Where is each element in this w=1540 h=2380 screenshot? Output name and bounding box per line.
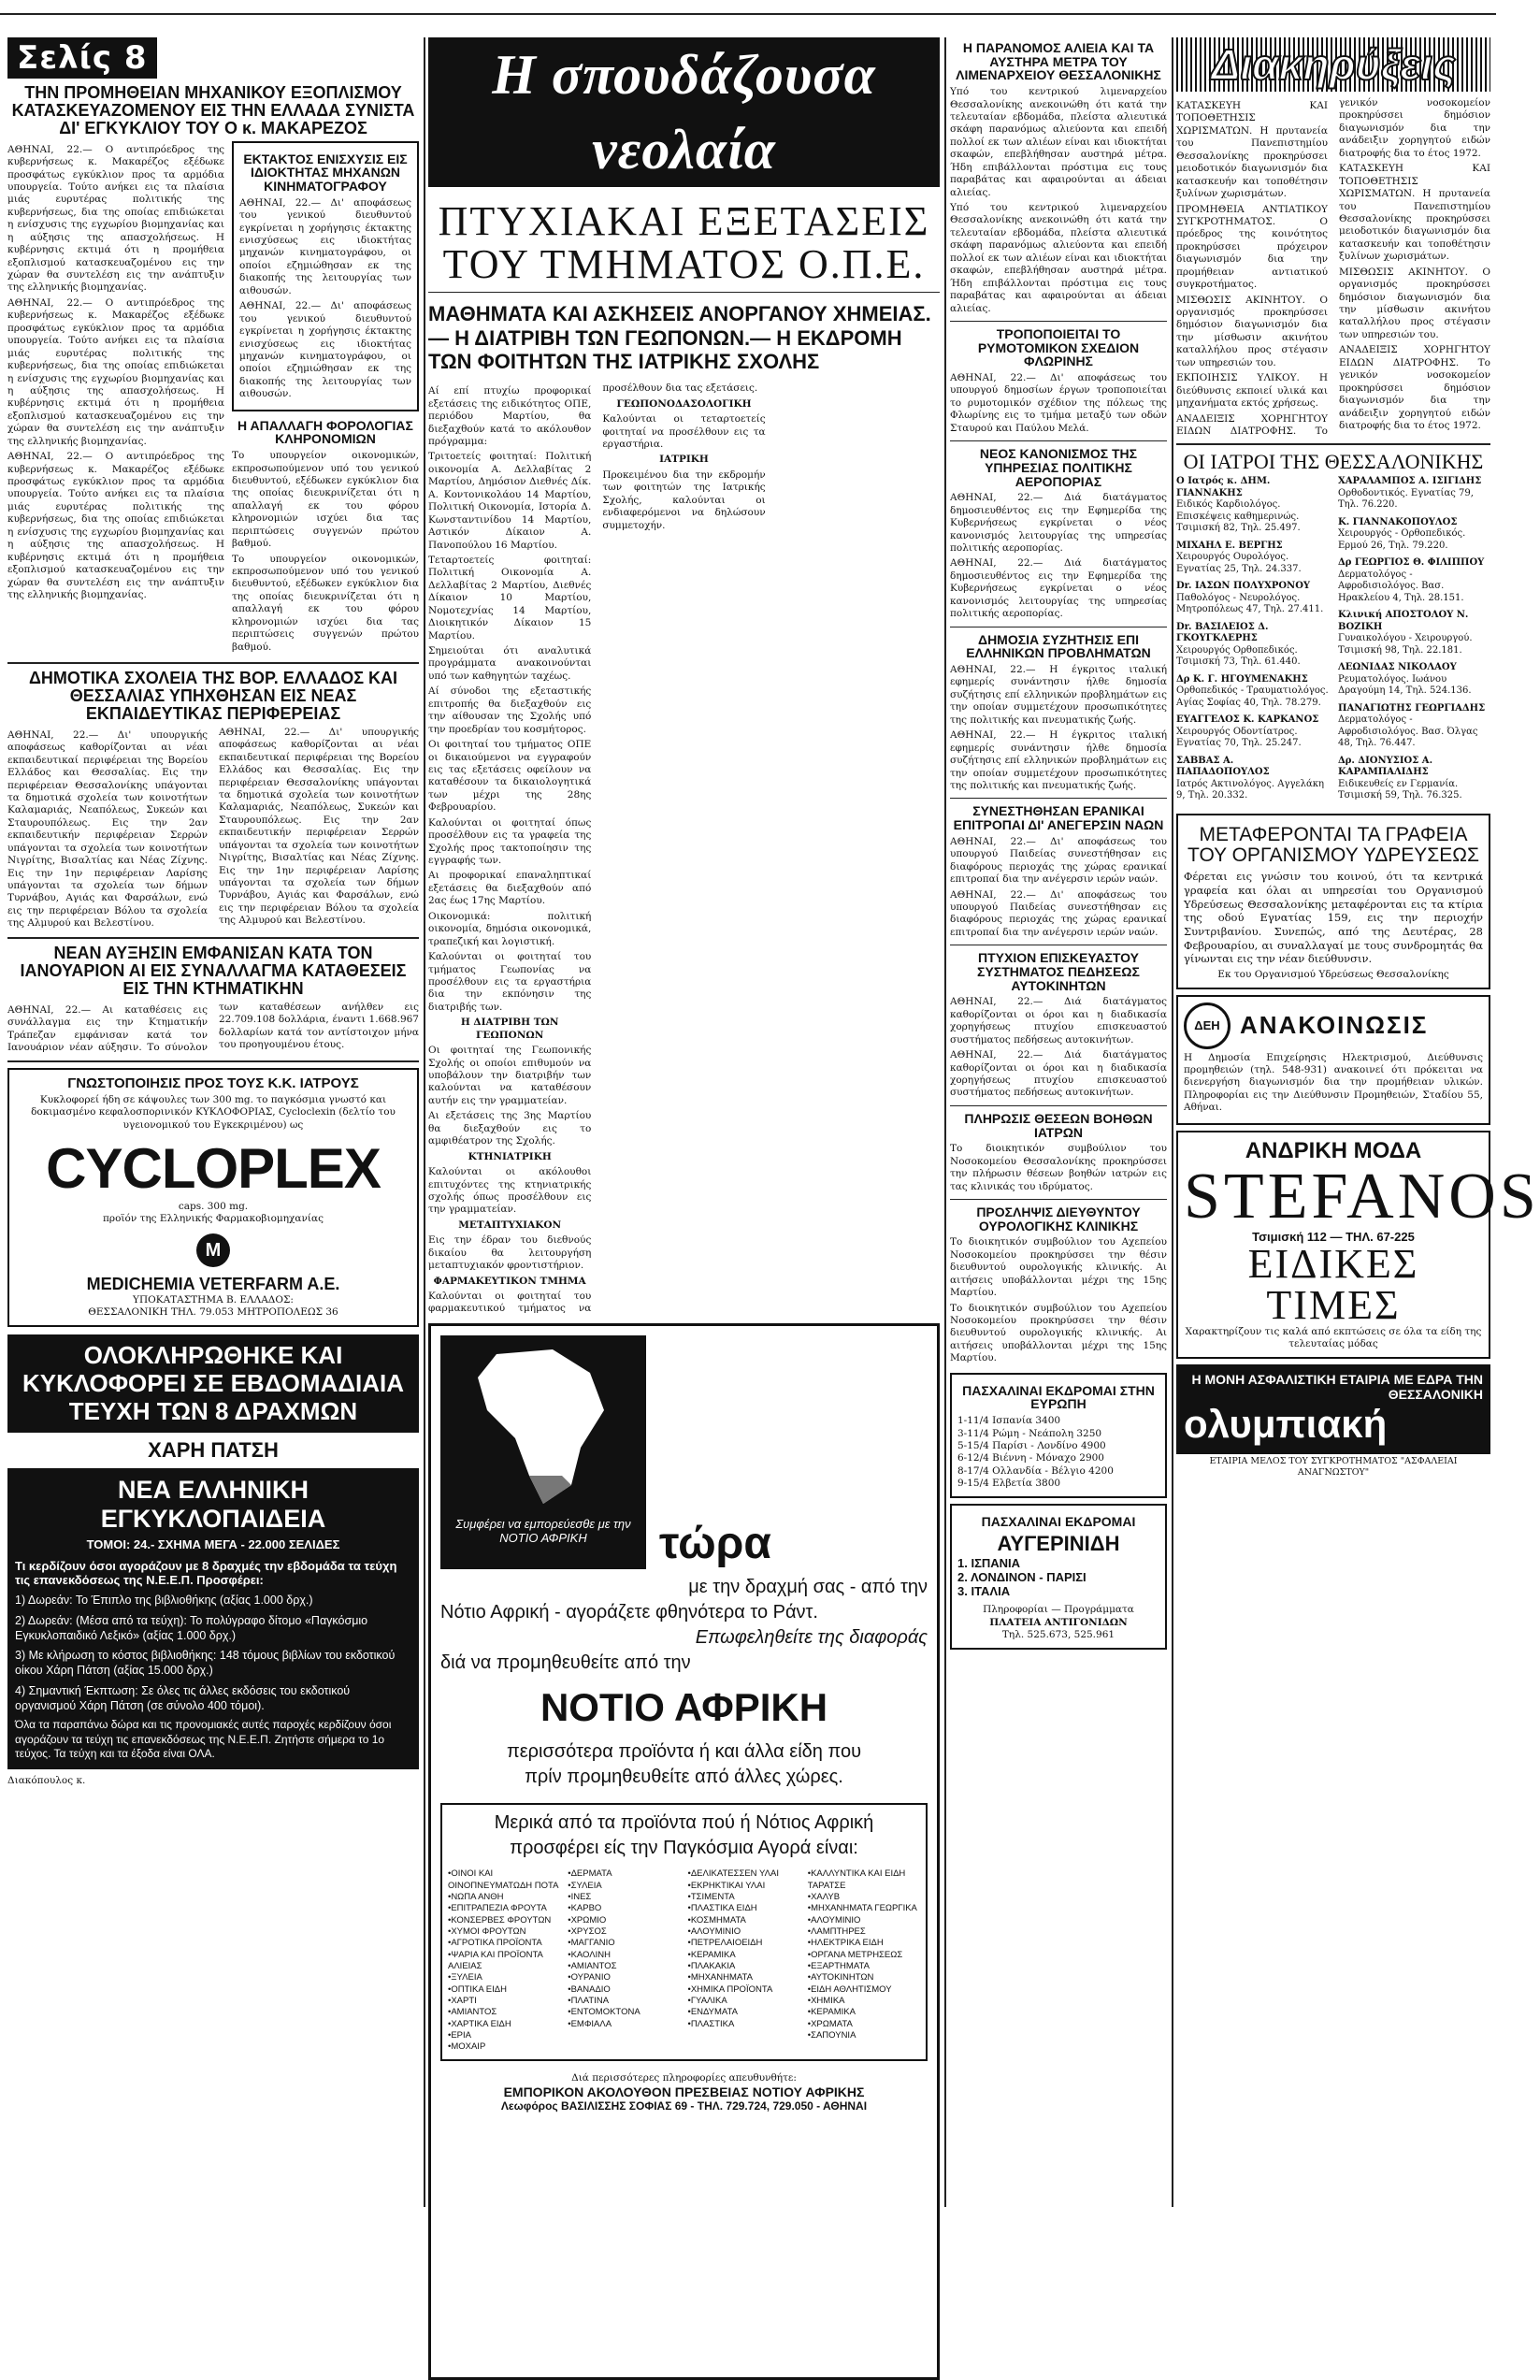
doctors-directory [1176,476,1490,808]
destination-item: 3. ΙΤΑΛΙΑ [957,1584,1011,1599]
ad-encyclopedia-house-text: ΧΑΡΗ ΠΑΤΣΗ [148,1438,279,1463]
ad-avgerinidi-tel: Τηλ. 525.673, 525.961 [1001,1629,1115,1641]
sa-product-item: •ΚΕΡΑΜΙΚΑ [687,1949,736,1960]
doctor-entry [1338,662,1490,698]
doctor-details: Ορθοδοντικός. Εγνατίας 79, Τηλ. 76.220. [1338,487,1474,511]
ad-cycloplex-maker: προϊόν της Ελληνικής Φαρμακοβιομηχανίας [103,1213,324,1225]
sa-product-item: •ΑΥΤΟΚΙΝΗΤΩΝ [807,1972,874,1983]
doctor-name: ΕΥΑΓΓΕΛΟΣ Κ. ΚΑΡΚΑΝΟΣ [1176,714,1319,726]
page-top-edge [0,0,1496,15]
trip-item: 8-17/4 Ολλανδία - Βέλγιο 4200 [957,1464,1114,1477]
notice-item: ΑΝΑΔΕΙΞΙΣ ΧΟΡΗΓΗΤΟΥ ΕΙΔΩΝ ΔΙΑΤΡΟΦΗΣ. Το γενικόν νοσοκομείον προκηρύσσει δημόσιον διαγωνισμόν δια την ανάδειξιν χορηγητού ειδών διατροφής δια το έτος 1972. [1339,344,1490,431]
sa-product-item: •ΕΝΤΟΜΟΚΤΟΝΑ [568,2007,640,2018]
story-schools [7,727,419,932]
exam-paragraph: Καλούνται οι ακόλουθοι επιτυχόντες της κτηνιατρικής σχολής όπως προσέλθουν εις την γραμματείαν. [428,1166,592,1216]
story-aviation-text-2: ΑΘΗΝΑΙ, 22.— Διά διατάγματος δημοσιευθέντος εις την Εφημερίδα της Κυβερνήσεως εγκρίνεται ο νέος κανονισμός λειτουργίας της υπηρεσίας πολιτικής αεροπορίας. [950,557,1167,620]
sa-product-item: •ΜΗΧΑΝΗΜΑΤΑ [687,1972,753,1983]
exam-paragraph: Προκειμένου δια την εκδρομήν των φοιτητών της Ιατρικής Σχολής, καλούνται οι ενδιαφερόμενοι να δηλώσουν συμμετοχήν. [602,469,766,531]
sa-product-item: •ΚΑΛΛΥΝΤΙΚΑ ΚΑΙ ΕΙΔΗ ΤΑΡΑΤΣΕ [807,1868,906,1891]
ad-cycloplex-brand: CYCLOPLEX [46,1137,381,1201]
story-fishing-text-2: Υπό του κεντρικού λιμεναρχείου Θεσσαλονίκης ανεκοινώθη ότι κατά την τελευταίαν εβδομάδα, πλείστα αλιευτικά σκάφη παρανόμως αλιεύοντα και επειδή πολλοί εκ των αλιέων είναι και ιδιοκτήται σκαφών, επεβλήθησαν αυστηρά μέτρα. Ήδη επιβάλλονται πρόστιμα εις τους παραβάτας και αφαιρούνται αι άδειαι αλιείας. [950,202,1167,314]
sa-product-item: •ΕΜΦΙΑΛΑ [568,2018,612,2029]
doctor-name: ΛΕΩΝΙΔΑΣ ΝΙΚΟΛΑΟΥ [1338,662,1457,673]
exam-paragraph: Αί επί πτυχίω προφορικαί εξετάσεις της ειδικότητος ΟΠΕ, περιόδου Μαρτίου, θα διεξαχθούν κατά το ακόλουθον πρόγραμμα: [428,385,592,448]
box-inheritance-title: Η ΑΠΑΛΛΑΓΗ ΦΟΡΟΛΟΓΙΑΣ ΚΛΗΡΟΝΟΜΙΩΝ [237,417,413,447]
ad-cycloplex [7,1068,419,1327]
sa-product-item: •ΟΡΓΑΝΑ ΜΕΤΡΗΣΕΩΣ [807,1949,903,1960]
story-fishing-text: Υπό του κεντρικού λιμεναρχείου Θεσσαλονίκης ανεκοινώθη ότι κατά την τελευταίαν εβδομάδα, πλείστα αλιευτικά σκάφη παρανόμως αλιεύοντα και επειδή πολλοί εκ των αλιέων είναι και ιδιοκτήται σκαφών, επεβλήθησαν αυστηρά μέτρα. Ήδη επιβάλλονται πρόστιμα εις τους παραβάτας και αφαιρούνται αι άδειαι αλιείας. [950,86,1167,198]
ad-encyclopedia-item: 3) Με κλήρωση το κόστος βιβλιοθήκης: 148 τόμους βιβλίων του εκδοτικού οίκου Χάρη Πάτση (αξίας 15.000 δρχ.) [15,1649,396,1678]
headline-brakes: ΠΤΥΧΙΟΝ ΕΠΙΣΚΕΥΑΣΤΟΥ ΣΥΣΤΗΜΑΤΟΣ ΠΕΔΗΣΕΩΣ ΑΥΤΟΚΙΝΗΤΩΝ [977,950,1140,993]
doctor-details: Χειρουργός Οδοντίατρος. Εγνατίας 70, Τηλ. 25.247. [1176,726,1302,749]
ad-stefanos [1176,1131,1540,1359]
box-cinema-title: ΕΚΤΑΚΤΟΣ ΕΝΙΣΧΥΣΙΣ ΕΙΣ ΙΔΙΟΚΤΗΤΑΣ ΜΗΧΑΝΩΝ ΚΙΝΗΜΑΤΟΓΡΑΦΟΥ [243,151,408,195]
ad-encyclopedia-body [7,1468,419,1769]
doctor-details: Χειρουργός - Ορθοπεδικός. Ερμού 26, Τηλ. 79.220. [1338,528,1466,551]
story-aviation-text: ΑΘΗΝΑΙ, 22.— Διά διατάγματος δημοσιευθέντος εις την Εφημερίδα της Κυβερνήσεως εγκρίνεται ο νέος κανονισμός λειτουργίας της υπηρεσίας πολιτικής αεροπορίας. [950,492,1167,554]
ad-encyclopedia-item: 4) Σημαντική Έκπτωση: Σε όλες τις άλλες εκδόσεις του εκδοτικού οργανισμού Χάρη Πάτση (σε σύνολο 400 τόμοι). [15,1683,351,1712]
sa-country: ΝΟΤΙΟ ΑΦΡΙΚΗ [540,1685,828,1730]
doctor-entry [1338,476,1490,512]
doctor-details: Παθολόγος - Νευρολόγος. Μητροπόλεως 47, Τηλ. 27.411. [1176,592,1324,615]
ad-stefanos-addr: Τσιμισκή 112 — ΤΗΛ. 67-225 [1252,1229,1415,1244]
notices-list [1176,97,1490,438]
exam-subhead: Η ΔΙΑΤΡΙΒΗ ΤΩΝ ΓΕΩΠΟΝΩΝ [460,1017,559,1041]
exam-paragraph: Καλούνται οι φοιτηταί όπως προσέλθουν εις τα γραφεία της Σχολής προς τακτοποίησιν της εγγραφής των. [428,816,592,867]
doctors-title: ΟΙ ΙΑΤΡΟΙ ΤΗΣ ΘΕΣΣΑΛΟΝΙΚΗΣ [1183,450,1484,474]
sa-product-item: •ΚΟΣΜΗΜΑΤΑ [687,1914,746,1926]
notice-item: ΜΙΣΘΩΣΙΣ ΑΚΙΝΗΤΟΥ. Ο οργανισμός προκηρύσσει δημόσιον διαγωνισμόν δια την μίσθωσιν ακινήτου καταλλήλου προς στέγασιν των υπηρεσιών του. [1176,294,1328,368]
sa-product-item: •ΑΜΙΑΝΤΟΣ [568,1961,617,1972]
sa-product-item: •ΕΠΙΤΡΑΠΕΖΙΑ ΦΡΟΥΤΑ [448,1903,547,1914]
exam-paragraph: Σημειούται ότι αναλυτικά προγράμματα ανακοινούνται υπό των καθηγητών ταχέως. [428,645,592,682]
sa-line-1: με την δραχμή σας - από την [688,1577,928,1598]
footer-signature: Διακόπουλος κ. [7,1774,86,1786]
headline-equipment: ΤΗΝ ΠΡΟΜΗΘΕΙΑΝ ΜΗΧΑΝΙΚΟΥ ΕΞΟΠΛΙΣΜΟΥ ΚΑΤΑΣΚΕΥΑΖΟΜΕΝΟΥ ΕΙΣ ΤΗΝ ΕΛΛΑΔΑ ΣΥΝΙΣΤΑ ΔΙ' ΕΓΚΥΚΛΙΟΥ ΤΟΥ Ο κ. ΜΑΚΑΡΕΖΟΣ [11,83,415,137]
sa-product-item: •ΑΜΙΑΝΤΟΣ [448,2007,497,2018]
ad-cycloplex-addr1: ΥΠΟΚΑΤΑΣΤΗΜΑ Β. ΕΛΛΑΔΟΣ: [133,1293,294,1305]
doctor-entry [1338,703,1490,750]
sa-product-item: •ΚΕΡΑΜΙΚΑ [807,2007,856,2018]
doctor-details: Χειρουργός Ορθοπεδικός. Τσιμισκή 73, Τηλ. 61.440. [1176,644,1301,668]
exam-subhead: ΦΑΡΜΑΚΕΥΤΙΚΟΝ ΤΜΗΜΑ [433,1275,586,1287]
notice-item: ΑΝΑΔΕΙΞΙΣ ΧΟΡΗΓΗΤΟΥ ΕΙΔΩΝ ΔΙΑΤΡΟΦΗΣ. Το γενικόν νοσοκομείον προκηρύσσει δημόσιον διαγωνισμόν δια την ανάδειξιν χορηγητού ειδών διατροφής δια το έτος 1972. [1176,97,1490,437]
sa-product-item: •ΞΥΛΕΙΑ [448,1972,482,1983]
doctor-name: Dr. ΙΑΣΩΝ ΠΟΛΥΧΡΟΝΟΥ [1176,581,1311,592]
story-florina-text: ΑΘΗΝΑΙ, 22.— Δι' αποφάσεως του υπουργού δημοσίων έργων τροποποιείται το ρυμοτομικόν σχέδιον της πόλεως της Φλωρίνης εις το τμήμα μεταξύ των οδών Σταυρού και Παύλου Μελά. [950,372,1167,434]
ad-water-signature: Εκ του Οργανισμού Υδρεύσεως Θεσσαλονίκης [1217,969,1449,981]
sa-now: τώρα [659,1519,771,1569]
headline-schools: ΔΗΜΟΤΙΚΑ ΣΧΟΛΕΙΑ ΤΗΣ ΒΟΡ. ΕΛΛΑΔΟΣ ΚΑΙ ΘΕΣΣΑΛΙΑΣ ΥΠΗΧΘΗΣΑΝ ΕΙΣ ΝΕΑΣ ΕΚΠΑΙΔΕΥΤΙΚΑΣ ΠΕΡΙΦΕΡΕΙΑΣ [28,669,398,723]
sa-product-item: •ΜΗΧΑΝΗΜΑΤΑ ΓΕΩΡΓΙΚΑ [807,1903,917,1914]
divider [428,292,940,293]
exam-paragraph: Καλούνται οι τεταρτοετείς φοιτηταί να προσέλθουν εις τα εργαστήρια. [602,413,766,451]
doctor-entry [1338,557,1490,604]
doctor-name: Δρ Κ. Γ. ΗΓΟΥΜΕΝΑΚΗΣ [1176,673,1308,685]
headline-urology: ΠΡΟΣΛΗΨΙΣ ΔΙΕΥΘΥΝΤΟΥ ΟΥΡΟΛΟΓΙΚΗΣ ΚΛΙΝΙΚΗΣ [976,1204,1141,1233]
divider [7,937,419,939]
sa-product-item: •ΟΙΝΟΙ ΚΑΙ ΟΙΝΟΠΝΕΥΜΑΤΩΔΗ ΠΟΤΑ [448,1868,559,1891]
divider [1176,443,1490,445]
divider [7,1060,419,1062]
sa-product-item: •ΠΛΑΤΙΝΑ [568,1996,610,2007]
ad-stefanos-name: STEFANOS [1184,1160,1540,1233]
sa-products-list [688,1868,800,2054]
sa-product-item: •ΨΑΡΙΑ ΚΑΙ ΠΡΟΪΟΝΤΑ ΑΛΙΕΙΑΣ [448,1949,543,1972]
sa-product-item: •ΔΕΡΜΑΤΑ [568,1868,612,1880]
ad-cycloplex-dose: caps. 300 mg. [178,1201,249,1213]
exam-paragraph: Τριτοετείς φοιτηταί: Πολιτική οικονομία Α. Δελλαβίτας 2 Μαρτίου, Δημόσιον Διεθνές Δίκ. Α. Κοντονικολάου 14 Μαρτίου, Πολιτική Οικονομία, Ιστορία Δ. Κωνσταντινίδου 14 Μαρτίου, Αστικόν Δίκαιον Α. Πανοπούλου 16 Μαρτίου. [428,451,592,551]
doctor-name: ΣΑΒΒΑΣ Α. ΠΑΠΑΔΟΠΟΥΛΟΣ [1176,755,1270,778]
ad-south-africa [428,1323,940,2380]
ad-avgerinidi-info: Πληροφορίαι — Προγράμματα [983,1604,1134,1616]
sa-product-item: •ΤΣΙΜΕΝΤΑ [687,1891,735,1902]
exam-paragraph: Οι φοιτηταί του τμήματος ΟΠΕ οι δικαιούμενοι να εγγραφούν εις τας εξετάσεις οφείλουν να καταθέσουν τα δικαιολογητικά των μέχρι της 28ης Φεβρουαρίου. [428,739,592,814]
ad-dei [1176,995,1490,1125]
subheadline-exams: ΜΑΘΗΜΑΤΑ ΚΑΙ ΑΣΚΗΣΕΙΣ ΑΝΟΡΓΑΝΟΥ ΧΗΜΕΙΑΣ.— Η ΔΙΑΤΡΙΒΗ ΤΩΝ ΓΕΩΠΟΝΩΝ.— Η ΕΚΔΡΟΜΗ ΤΩΝ ΦΟΙΤΗΤΩΝ ΤΗΣ ΙΑΤΡΙΚΗΣ ΣΧΟΛΗΣ [428,302,931,373]
headline-florina: ΤΡΟΠΟΠΟΙΕΙΤΑΙ ΤΟ ΡΥΜΟΤΟΜΙΚΟΝ ΣΧΕΔΙΟΝ ΦΛΩΡΙΝΗΣ [977,325,1140,369]
sa-line-5: περισσότερα προϊόντα ή και άλλα είδη που [506,1741,862,1763]
sa-top [440,1335,928,1569]
ad-olympiaki-top: Η ΜΟΝΗ ΑΣΦΑΛΙΣΤΙΚΗ ΕΤΑΙΡΙΑ ΜΕ ΕΔΡΑ ΤΗΝ ΘΕΣΣΑΛΟΝΙΚΗ [1191,1371,1483,1402]
sa-product-item: •ΑΓΡΟΤΙΚΑ ΠΡΟΪΟΝΤΑ [448,1938,542,1949]
sa-product-item: •ΧΑΡΤΙ [448,1996,477,2007]
sa-slogan: Συμφέρει να εμπορεύεσθε με την ΝΟΤΙΟ ΑΦΡΙΚΗ [455,1517,631,1546]
divider [950,1105,1167,1106]
doctor-entry [1338,610,1490,656]
doctors-left [1176,476,1329,808]
divider [950,440,1167,441]
sa-product-item: •ΧΡΩΜΙΟ [568,1914,607,1926]
trip-item: 3-11/4 Ρώμη - Νεάπολη 3250 [957,1427,1102,1439]
ad-dei-title: ΑΝΑΚΟΙΝΩΣΙΣ [1240,1011,1429,1040]
doctor-entry [1176,674,1329,710]
destination-item: 2. ΛΟΝΔΙΝΟΝ - ΠΑΡΙΣΙ [957,1570,1087,1585]
sa-product-item: •ΚΑΟΛΙΝΗ [568,1949,611,1960]
headline-fishing: Η ΠΑΡΑΝΟΜΟΣ ΑΛΙΕΙΑ ΚΑΙ ΤΑ ΑΥΣΤΗΡΑ ΜΕΤΡΑ ΤΟΥ ΛΙΜΕΝΑΡΧΕΙΟΥ ΘΕΣΣΑΛΟΝΙΚΗΣ [956,40,1161,83]
story-deposits-text: ΑΘΗΝΑΙ, 22.— Αι καταθέσεις εις συνάλλαγμα εις την Κτηματικήν Τράπεζαν εμφάνισαν κατά τον Ιανουάριον νέαν αύξησιν. Το σύνολον των καταθέσεων ανήλθεν εις 22.709.108 δολλάρια, έναντι 1.668.967 δολλαρίων κατά τον αντίστοιχον μήνα του προηγουμένου έτους. [7,1001,419,1054]
sa-line-3: Επωφεληθείτε της διαφοράς [695,1627,928,1649]
box-inheritance-text: Το υπουργείον οικονομικών, εκπροσωπούμενον υπό του γενικού διευθυντού, εξέδωκεν εγκύκλιον δια της οποίας διευκρινίζεται ότι η απαλλαγή εκ του φόρου κληρονομιών ισχύει δια τας περιπτώσεις συγγενών πρώτου βαθμού. [232,450,419,550]
story-schools-text: ΑΘΗΝΑΙ, 22.— Δι' υπουργικής αποφάσεως καθορίζονται αι νέαι εκπαιδευτικαί περιφέρειαι της Βορείου Ελλάδος και Θεσσαλίας. Εις την περιφέρειαν Θεσσαλονίκης υπάγονται τα δημοτικά σχολεία των κοινοτήτων Καλαμαριάς, Νεαπόλεως, Συκεών και Σταυρουπόλεως. Εις την 2αν εκπαιδευτικήν περιφέρειαν Σερρών υπάγονται τα σχολεία των κοινοτήτων Νιγρίτης, Βισαλτίας και Νέας Ζίχνης. Εις την 1ην περιφέρειαν Λαρίσης υπάγονται τα σχολεία των δήμων Τυρνάβου, Αγιάς και Φαρσάλων, ενώ εις την περιφέρειαν Βόλου τα σχολεία της Αλμυρού και Βελεστίνου. [7,728,208,930]
sa-product-item: •ΑΛΟΥΜΙΝΙΟ [687,1926,741,1937]
story-churches-text-2: ΑΘΗΝΑΙ, 22.— Δι' αποφάσεως του υπουργού Παιδείας συνεστήθησαν εις διαφόρους περιοχάς της χώρας ερανικαί επιτροπαί δια την ανέγερσιν ιερών ναών. [950,888,1167,938]
doctor-details: Ειδικευθείς εν Γερμανία. Τσιμισκή 59, Τηλ. 76.325. [1338,778,1462,801]
story-equipment-text-3: ΑΘΗΝΑΙ, 22.— Ο αντιπρόεδρος της κυβερνήσεως κ. Μακαρέζος εξέδωκε προσφάτως εγκύκλιον προς τα αρμόδια υπουργεία. Τούτο ανήκει εις τα πλαίσια μιάς ευρυτέρας πολιτικής της κυβερνήσεως, δια της οποίας επιδιώκεται η ενίσχυσις της εγχωρίου βιομηχανίας και η αύξησις της απασχολήσεως. Η κυβέρνησις εκτιμά ότι η προμήθεια εξοπλισμού κατασκευαζομένου εις την χώραν θα συντελέση εις την ανάπτυξιν της ελληνικής βιομηχανίας. [7,451,224,600]
ad-easter-europe-title: ΠΑΣΧΑΛΙΝΑΙ ΕΚΔΡΟΜΑΙ ΣΤΗΝ ΕΥΡΩΠΗ [962,1382,1155,1412]
sa-product-item: •ΠΕΤΡΕΛΑΙΟΕΙΔΗ [687,1938,763,1949]
doctor-name: Κλινική ΑΠΟΣΤΟΛΟΥ Ν. ΒΟΖΙΚΗ [1338,610,1469,632]
story-brakes-text: ΑΘΗΝΑΙ, 22.— Διά διατάγματος καθορίζονται οι όροι και η διαδικασία χορηγήσεως πτυχίου επισκευαστού συστήματος πεδήσεως αυτοκινήτων. [950,996,1167,1046]
sa-products-list [808,1868,920,2054]
ad-easter-europe [950,1373,1167,1498]
sa-product-item: •ΔΕΛΙΚΑΤΕΣΣΕΝ ΥΛΑΙ [687,1868,779,1880]
doctor-details: Δερματολόγος - Αφροδισιολόγος. Βασ. Ηρακλείου 4, Τηλ. 28.151. [1338,569,1464,603]
divider [7,662,419,664]
sa-product-item: •ΧΗΜΙΚΑ ΠΡΟΪΟΝΤΑ [687,1983,773,1995]
exam-paragraph: Οι φοιτηταί της Γεωπονικής Σχολής οι οποίοι επιθυμούν να υποβάλουν την διατριβήν των καλούνται να καταθέσουν αυτήν εις την γραμματείαν. [428,1045,592,1106]
exam-paragraph: Καλούνται οι φοιτηταί του τμήματος Γεωπονίας να προσέλθουν εις τα εργαστήρια δια την εκπόνησιν της διατριβής των. [428,951,592,1013]
ad-avgerinidi-kicker: ΠΑΣΧΑΛΙΝΑΙ ΕΚΔΡΟΜΑΙ [981,1513,1136,1529]
sa-product-item: •ΑΛΟΥΜΙΝΙΟ [807,1914,861,1926]
ad-encyclopedia-footer: Όλα τα παραπάνω δώρα και τις προνομιακές αυτές παροχές κερδίζουν όσοι αγοράζουν τα τεύχη τις επανεκδόσεως της Ν.Ε.Ε.Π. Ζητήστε σήμερα το 1ο τεύχος. Τα τεύχη και τα έξοδα είναι ΟΛΑ. [15,1718,392,1761]
ad-cycloplex-text: Κυκλοφορεί ήδη σε κάψουλες των 300 mg. το παγκόσμια γνωστό και δοκιμασμένο κεφαλοσπορινικόν ΚΥΚΛΟΦΟΡΙΑΣ, Cycloclexin (δελτίο του υγειονομικού του Εγκεκριμένου) ως [31,1093,396,1131]
ad-encyclopedia-intro: Τι κερδίζουν όσοι αγοράζουν με 8 δραχμές την εβδομάδα τα τεύχη τις επανεκδόσεως της Ν.Ε.Ε.Π. Προσφέρει: [15,1559,397,1588]
box-cinema-text: ΑΘΗΝΑΙ, 22.— Δι' αποφάσεως του γενικού διευθυντού εγκρίνεται η χορήγησις έκτακτης ενισχύσεως εις ιδιοκτήτας μηχανών κινηματογράφου, οι οποίοι εζημιώθησαν εκ της διακοπής της λειτουργίας των αιθουσών. [239,196,411,296]
exam-subhead: ΚΤΗΝΙΑΤΡΙΚΗ [468,1150,552,1162]
sa-product-item: •ΣΥΛΕΙΑ [568,1880,602,1891]
doctor-details: Ιατρός Ακτινολόγος. Αγγελάκη 9, Τηλ. 20.332. [1176,778,1324,801]
column-rule [424,37,425,2207]
doctor-entry [1338,517,1490,553]
column-right [1176,37,1540,2207]
sa-footer-3: Λεωφόρος ΒΑΣΙΛΙΣΣΗΣ ΣΟΦΙΑΣ 69 - ΤΗΛ. 729.724, 729.050 - ΑΘΗΝΑΙ [500,2099,868,2113]
ad-encyclopedia-volumes: ΤΟΜΟΙ: 24.- ΣΧΗΜΑ ΜΕΓΑ - 22.000 ΣΕΛΙΔΕΣ [86,1537,340,1552]
ad-encyclopedia-title: ΟΛΟΚΛΗΡΩΘΗΚΕ ΚΑΙ ΚΥΚΛΟΦΟΡΕΙ ΣΕ ΕΒΔΟΜΑΔΙΑΙΑ ΤΕΥΧΗ ΤΩΝ 8 ΔΡΑΧΜΩΝ [22,1340,405,1425]
headline-churches: ΣΥΝΕΣΤΗΘΗΣΑΝ ΕΡΑΝΙΚΑΙ ΕΠΙΤΡΟΠΑΙ ΔΙ' ΑΝΕΓΕΡΣΙΝ ΝΑΩΝ [953,803,1164,833]
sa-footer-2: ΕΜΠΟΡΙΚΟΝ ΑΚΟΛΟΥΘΟΝ ΠΡΕΣΒΕΙΑΣ ΝΟΤΙΟΥ ΑΦΡΙΚΗΣ [503,2084,865,2100]
ad-encyclopedia-item: 2) Δωρεάν: (Μέσα από τα τεύχη): Το πολύγραφο δίτομο «Παγκόσμιο Εγκυκλοπαιδικό Λεξικό» (αξίας 1.000 δρχ.) [15,1613,368,1642]
sa-product-item: •ΧΗΜΙΚΑ [807,1996,845,2007]
ad-water-title: ΜΕΤΑΦΕΡΟΝΤΑΙ ΤΑ ΓΡΑΦΕΙΑ ΤΟΥ ΟΡΓΑΝΙΣΜΟΥ ΥΔΡΕΥΣΕΩΣ [1187,823,1479,867]
trip-item: 5-15/4 Παρίσι - Λονδίνο 4900 [957,1439,1106,1451]
story-urology-text: Το διοικητικόν συμβούλιον του Αχεπείου Νοσοκομείου προκηρύσσει την θέσιν διευθυντού ουρολογικής κλινικής. Αι αιτήσεις υποβάλλονται μέχρι της 15ης Μαρτίου. [950,1236,1167,1299]
sa-product-item: •ΝΩΠΑ ΑΝΘΗ [448,1891,504,1902]
column-center [428,37,940,2207]
sa-products-grid [448,1868,920,2054]
story-equipment-text: ΑΘΗΝΑΙ, 22.— Ο αντιπρόεδρος της κυβερνήσεως κ. Μακαρέζος εξέδωκε προσφάτως εγκύκλιον προς τα αρμόδια υπουργεία. Τούτο ανήκει εις τα πλαίσια μιάς ευρυτέρας πολιτικής της κυβερνήσεως, δια της οποίας επιδιώκεται η ενίσχυσις της εγχωρίου βιομηχανίας και η αύξησις της απασχολήσεως. Η κυβέρνησις εκτιμά ότι η προμήθεια εξοπλισμού κατασκευαζομένου εις την χώραν θα συντελέση εις την ανάπτυξιν της ελληνικής βιομηχανίας. [7,143,224,294]
sa-products-box [440,1803,928,2061]
sa-line-4: διά να προμηθευθείτε από την [440,1652,691,1674]
doctor-entry [1176,622,1329,669]
africa-map-icon [440,1335,646,1513]
doctor-details: Ειδικός Καρδιολόγος. Επισκέψεις καθημερινώς. Τσιμισκή 82, Τηλ. 25.497. [1176,499,1301,534]
story-deposits [7,1002,419,1055]
dei-logo-text: ΔΕΗ [1194,1018,1220,1033]
ad-stefanos-note: Χαρακτηρίζουν τις καλά από εκπτώσεις σε όλα τα είδη της τελευταίας μόδας [1185,1325,1482,1350]
exam-paragraph: Αι εξετάσεις της 3ης Μαρτίου θα διεξαχθούν εις το αμφιθέατρον της Σχολής. [428,1110,592,1147]
ad-water [1176,814,1490,989]
ad-cycloplex-company: MEDICHEMIA VETERFARM A.E. [86,1274,340,1293]
doctors-right [1338,476,1490,808]
sa-product-item: •ΧΡΥΣΟΣ [568,1926,607,1937]
headline-deposits: ΝΕΑΝ ΑΥΞΗΣΙΝ ΕΜΦΑΝΙΣΑΝ ΚΑΤΑ ΤΟΝ ΙΑΝΟΥΑΡΙΟΝ ΑΙ ΕΙΣ ΣΥΝΑΛΛΑΓΜΑ ΚΑΤΑΘΕΣΕΙΣ ΕΙΣ ΤΗΝ ΚΤΗΜΑΤΙΚΗΝ [20,944,407,999]
sa-map-panel [440,1335,646,1569]
sa-product-item: •ΗΛΕΚΤΡΙΚΑ ΕΙΔΗ [807,1938,884,1949]
notice-item: ΚΑΤΑΣΚΕΥΗ ΚΑΙ ΤΟΠΟΘΕΤΗΣΙΣ ΧΩΡΙΣΜΑΤΩΝ. Η πρυτανεία του Πανεπιστημίου Θεσσαλονίκης προκηρύσσει μειοδοτικόν διαγωνισμόν δια κατασκευήν και τοποθέτησιν ξυλίνων χωρισμάτων. [1176,100,1328,200]
story-urology-text-2: Το διοικητικόν συμβούλιον του Αχεπείου Νοσοκομείου προκηρύσσει την θέσιν διευθυντού ουρολογικής κλινικής. Αι αιτήσεις υποβάλλονται μέχρι της 15ης Μαρτίου. [950,1302,1167,1364]
side-stories [232,141,419,656]
sa-product-item: •ΕΡΙΑ [448,2030,471,2041]
story-equipment [7,141,224,656]
sa-product-item: •ΠΛΑΣΤΙΚΑ ΕΙΔΗ [687,1903,757,1914]
notice-item: ΕΚΠΟΙΗΣΙΣ ΥΛΙΚΟΥ. Η διεύθυνσις εκποιεί υλικά και μηχανήματα εκτός χρήσεως. [1176,372,1328,410]
ad-olympiaki-sub: ΕΤΑΙΡΙΑ ΜΕΛΟΣ ΤΟΥ ΣΥΓΚΡΟΤΗΜΑΤΟΣ "ΑΣΦΑΛΕΙΑΙ ΑΝΑΓΝΩΣΤΟΥ" [1209,1455,1458,1478]
exam-paragraph: Αί σύνοδοι της εξεταστικής επιτροπής θα διεξαχθούν εις την αίθουσαν της Σχολής υπό την προεδρίαν του κοσμήτορος. [428,685,592,735]
box-inheritance-text-2: Το υπουργείον οικονομικών, εκπροσωπούμενον υπό του γενικού διευθυντού, εξέδωκεν εγκύκλιον δια της οποίας διευκρινίζεται ότι η απαλλαγή εκ του φόρου κληρονομιών ισχύει δια τας περιπτώσεις συγγενών πρώτου βαθμού. [232,553,419,653]
doctor-entry [1176,581,1329,616]
exam-paragraph: Τεταρτοετείς φοιτηταί: Πολιτική Οικονομία Α. Δελλαβίτας 2 Μαρτίου, Διεθνές Δίκαιον 10 Μαρτίου, Νομοτεχνίας 14 Μαρτίου, Διοικητικόν Δίκαιον 15 Μαρτίου. [428,554,592,642]
divider [950,321,1167,322]
trip-item: 1-11/4 Ισπανία 3400 [957,1415,1061,1427]
story-schools-text-2: ΑΘΗΝΑΙ, 22.— Δι' υπουργικής αποφάσεως καθορίζονται αι νέαι εκπαιδευτικαί περιφέρειαι της Βορείου Ελλάδος και Θεσσαλίας. Εις την περιφέρειαν Θεσσαλονίκης υπάγονται τα δημοτικά σχολεία των κοινοτήτων Καλαμαριάς, Νεαπόλεως, Συκεών και Σταυρουπόλεως. Εις την 2αν εκπαιδευτικήν περιφέρειαν Σερρών υπάγονται τα σχολεία των κοινοτήτων Νιγρίτης, Βισαλτίας και Νέας Ζίχνης. Εις την 1ην περιφέρειαν Λαρίσης υπάγονται τα σχολεία των δήμων Τυρνάβου, Αγιάς και Φαρσάλων, ενώ εις την περιφέρειαν Βόλου τα σχολεία της Αλμυρού και Βελεστίνου. [219,726,419,927]
sa-product-item: •ΙΝΕΣ [568,1891,592,1902]
sa-product-item: •ΧΑΡΤΙΚΑ ΕΙΔΗ [448,2018,511,2029]
doctor-entry [1176,541,1329,576]
column-news [950,37,1167,2207]
exam-paragraph: Αι προφορικαί επαναληπτικαί εξετάσεις θα διεξαχθούν από 2ας έως 17ης Μαρτίου. [428,870,592,907]
ad-cycloplex-notice: ΓΝΩΣΤΟΠΟΙΗΣΙΣ ΠΡΟΣ ΤΟΥΣ Κ.Κ. ΙΑΤΡΟΥΣ [67,1075,359,1091]
ad-encyclopedia-name: ΝΕΑ ΕΛΛΗΝΙΚΗ ΕΓΚΥΚΛΟΠΑΙΔΕΙΑ [100,1476,326,1534]
doctor-entry [1176,714,1329,750]
notice-item: ΠΡΟΜΗΘΕΙΑ ΑΝΤΙΑΤΙΚΟΥ ΣΥΓΚΡΟΤΗΜΑΤΟΣ. Ο πρόεδρος της κοινότητος προκηρύσσει πρόχειρον διαγωνισμόν δια την προμήθειαν αντιατικού συγκροτήματος. [1176,203,1328,291]
sa-footer [440,2072,928,2113]
sa-product-item: •ΧΡΩΜΑΤΑ [807,2018,853,2029]
sa-product-item: •ΕΞΑΡΤΗΜΑΤΑ [807,1961,870,1972]
exam-paragraph: Εις την έδραν του διεθνούς δικαίου θα λειτουργήση μεταπτυχιακόν φροντιστήριον. [428,1234,592,1272]
story-doctors-text: Το διοικητικόν συμβούλιον του Νοσοκομείου Θεσσαλονίκης προκηρύσσει την πλήρωσιν θέσεων βοηθών ιατρών εις τας κλινικάς του ιδρύματος. [950,1143,1167,1192]
doctor-name: ΠΑΝΑΓΙΩΤΗΣ ΓΕΩΡΓΙΑΔΗΣ [1338,702,1486,714]
ad-avgerinidi-addr: ΠΛΑΤΕΙΑ ΑΝΤΙΓΟΝΙΔΩΝ [989,1616,1128,1628]
sa-product-item: •ΕΝΔΥΜΑΤΑ [687,2007,738,2018]
ad-cycloplex-addr2: ΘΕΣΣΑΛΟΝΙΚΗ ΤΗΛ. 79.053 ΜΗΤΡΟΠΟΛΕΩΣ 36 [88,1306,338,1319]
sa-line-2: Νότιο Αφρική - αγοράζετε φθηνότερα το Ράντ. [440,1602,818,1623]
exam-subhead: ΙΑΤΡΙΚΗ [659,454,709,466]
trip-item: 9-15/4 Ελβετία 3800 [957,1478,1061,1490]
column-rule [944,37,946,2207]
medichemia-logo-icon: M [196,1233,230,1267]
exam-paragraph: Καλούνται οι φοιτηταί του φαρμακευτικού τμήματος να προσέλθουν δια τας εξετάσεις. [428,382,758,1315]
doctor-name: Κ. ΓΙΑΝΝΑΚΟΠΟΥΛΟΣ [1338,516,1458,527]
sa-line-6: πρίν προμηθευθείτε από άλλες χώρες. [525,1767,843,1788]
trip-item: 6-12/4 Βιέννη - Μόναχο 2900 [957,1452,1104,1464]
ad-avgerinidi [950,1504,1167,1650]
ad-encyclopedia-item: 1) Δωρεάν: Το Έπιπλο της βιβλιοθήκης (αξίας 1.000 δρχ.) [15,1594,313,1608]
sa-products-list [568,1868,680,2054]
sa-products-list [448,1868,560,2054]
sa-product-item: •ΟΥΡΑΝΙΟ [568,1972,611,1983]
ad-dei-header [1184,1002,1483,1049]
doctor-name: ΜΙΧΑΗΛ Ε. ΒΕΡΓΗΣ [1176,540,1283,551]
doctor-entry [1176,756,1329,802]
ad-olympiaki-name: ολυμπιακή [1184,1401,1388,1446]
sa-product-item: •ΣΑΠΟΥΝΙΑ [807,2030,856,2041]
sa-product-item: •ΛΑΜΠΤΗΡΕΣ [807,1926,866,1937]
doctor-entry [1338,756,1490,802]
doctor-details: Χειρουργός Ουρολόγος. Εγνατίας 25, Τηλ. 24.337. [1176,552,1302,574]
sa-product-item: •ΧΑΛΥΒ [807,1891,841,1902]
sa-footer-1: Διά περισσότερες πληροφορίες απευθυνθήτε: [571,2071,797,2084]
sa-products-title: Μερικά από τα προϊόντα πού ή Νότιος Αφρική προσφέρει είς την Παγκόσμια Αγορά είναι: [494,1812,874,1859]
ad-encyclopedia-house [7,1438,419,1463]
notice-item: ΚΑΤΑΣΚΕΥΗ ΚΑΙ ΤΟΠΟΘΕΤΗΣΙΣ ΧΩΡΙΣΜΑΤΩΝ. Η πρυτανεία του Πανεπιστημίου Θεσσαλονίκης προκηρύσσει μειοδοτικόν διαγωνισμόν δια κατασκευήν και τοποθέτησιν ξυλίνων χωρισμάτων. [1339,163,1490,263]
sa-product-item: •ΕΙΔΗ ΑΘΛΗΤΙΣΜΟΥ [807,1983,892,1995]
doctor-details: Γυναικολόγου - Χειρουργού. Τσιμισκή 98, Τηλ. 22.181. [1338,633,1473,656]
sa-product-item: •ΜΑΓΓΑΝΙΟ [568,1938,615,1949]
ad-water-text: Φέρεται εις γνώσιν του κοινού, ότι τα κεντρικά γραφεία και όλαι αι υπηρεσίαι του Οργανισμού Υδρεύσεως Θεσσαλονίκης μεταφέρονται εις τα κτίρια της οδού Εγνατίας 159, εις την περιοχήν Συντριβανίου. Συνεπώς, από της Δευτέρας, 28 Φεβρουαρίου, αι συναλλαγαί με τους συνδρομητάς θα γίνωνται εις την νέαν διεύθυνσιν. [1184,870,1483,966]
exam-subhead: ΜΕΤΑΠΤΥΧΙΑΚΟΝ [458,1219,562,1231]
page-kicker: Σελίς 8 [7,37,157,79]
doctor-details: Δερματολόγος - Αφροδισιολόγος. Βασ. Όλγας 48, Τηλ. 76.447. [1338,714,1478,749]
headline-debate: ΔΗΜΟΣΙΑ ΣΥΖΗΤΗΣΙΣ ΕΠΙ ΕΛΛΗΝΙΚΩΝ ΠΡΟΒΛΗΜΑΤΩΝ [966,631,1151,661]
doctor-name: Δρ ΓΕΩΡΓΙΟΣ Θ. ΦΙΛΙΠΠΟΥ [1338,557,1485,569]
box-cinema-text-2: ΑΘΗΝΑΙ, 22.— Δι' αποφάσεως του γενικού διευθυντού εγκρίνεται η χορήγησις έκτακτης ενισχύσεως εις ιδιοκτήτας μηχανών κινηματογράφου, οι οποίοι εζημιώθησαν εκ της διακοπής της λειτουργίας των αιθουσών. [239,300,411,400]
sa-product-item: •ΕΚΡΗΚΤΙΚΑΙ ΥΛΑΙ [687,1880,766,1891]
story-row [7,141,419,656]
story-brakes-text-2: ΑΘΗΝΑΙ, 22.— Διά διατάγματος καθορίζονται οι όροι και η διαδικασία χορηγήσεως πτυχίου επισκευαστού συστήματος πεδήσεως αυτοκινήτων. [950,1049,1167,1099]
doctor-name: ΧΑΡΑΛΑΜΠΟΣ Α. ΙΣΙΓΙΔΗΣ [1338,476,1482,487]
doctor-name: Ο Ιατρός κ. ΔΗΜ. ΓΙΑΝΝΑΚΗΣ [1176,476,1271,498]
divider [950,798,1167,799]
ad-stefanos-sale: ΕΙΔΙΚΕΣ ΤΙΜΕΣ [1247,1240,1419,1328]
sa-product-item: •ΟΠΤΙΚΑ ΕΙΔΗ [448,1983,507,1995]
doctor-details: Ρευματολόγος. Ιωάνου Δραγούμη 14, Τηλ. 524.136. [1338,673,1472,697]
notices-title: Διακηρύξεις [1176,37,1490,92]
sa-product-item: •ΓΥΑΛΙΚΑ [687,1996,727,2007]
story-debate-text-2: ΑΘΗΝΑΙ, 22.— Η έγκριτος ιταλική εφημερίς συνάντησιν ήλθε δημοσία συζήτησις επί ελληνικών προβλημάτων εις την οποίαν συμμετέχουν προσωπικότητες της πολιτικής και πνευματικής ζωής. [950,729,1167,791]
column-rule [1172,37,1173,2207]
ad-stefanos-kicker: ΑΝΔΡΙΚΗ ΜΟΔΑ [1245,1137,1422,1163]
story-equipment-text-2: ΑΘΗΝΑΙ, 22.— Ο αντιπρόεδρος της κυβερνήσεως κ. Μακαρέζος εξέδωκε προσφάτως εγκύκλιον προς τα αρμόδια υπουργεία. Τούτο ανήκει εις τα πλαίσια μιάς ευρυτέρας πολιτικής της κυβερνήσεως, δια της οποίας επιδιώκεται η ενίσχυσις της εγχωρίου βιομηχανίας και η αύξησις της απασχολήσεως. Η κυβέρνησις εκτιμά ότι η προμήθεια εξοπλισμού κατασκευαζομένου εις την χώραν θα συντελέση εις την ανάπτυξιν της ελληνικής βιομηχανίας. [7,296,224,447]
story-exams [428,382,940,1318]
sa-product-item: •ΚΑΡΒΟ [568,1903,602,1914]
column-left [7,37,419,2207]
dei-logo-icon [1184,1002,1231,1049]
sa-product-item: •ΠΛΑΣΤΙΚΑ [687,2018,735,2029]
doctor-name: Dr. ΒΑΣΙΛΕΙΟΣ Δ. ΓΚΟΥΓΚΛΕΡΗΣ [1176,621,1269,644]
divider [950,1199,1167,1200]
ad-dei-text: Η Δημοσία Επιχείρησις Ηλεκτρισμού, Διεύθυνσις προμηθειών (τηλ. 548-931) ανακοινεί ότι πρόκειται να διενεργήση διαγωνισμόν δια την προμήθειαν υλικών. Πληροφορίαι εις την Διεύθυνσιν Προμηθειών, Σταδίου 55, Αθήναι. [1184,1051,1483,1114]
exam-subhead: ΓΕΩΠΟΝΟΔΑΣΟΛΟΓΙΚΗ [616,397,752,410]
sa-product-item: •ΜΟΧΑΙΡ [448,2041,486,2053]
doctor-details: Ορθοπεδικός - Τραυματιολόγος. Αγίας Σοφίας 40, Τηλ. 78.279. [1176,685,1329,708]
sa-product-item: •ΒΑΝΑΔΙΟ [568,1983,611,1995]
headline-aviation: ΝΕΟΣ ΚΑΝΟΝΙΣΜΟΣ ΤΗΣ ΥΠΗΡΕΣΙΑΣ ΠΟΛΙΤΙΚΗΣ ΑΕΡΟΠΟΡΙΑΣ [979,446,1138,489]
sa-product-item: •ΧΥΜΟΙ ΦΡΟΥΤΩΝ [448,1926,526,1937]
story-debate-text: ΑΘΗΝΑΙ, 22.— Η έγκριτος ιταλική εφημερίς συνάντησιν ήλθε δημοσία συζήτησις επί ελληνικών προβλημάτων εις την οποίαν συμμετέχουν προσωπικότητες της πολιτικής και πνευματικής ζωής. [950,664,1167,726]
box-cinema [232,141,419,411]
exam-paragraph: Οικονομικά: πολιτική οικονομία, δημόσια οικονομικά, τραπεζική και λογιστική. [428,910,592,947]
sa-product-item: •ΚΟΝΣΕΡΒΕΣ ΦΡΟΥΤΩΝ [448,1914,552,1926]
section-banner: Η σπουδάζουσα νεολαία [428,37,940,187]
headline-doctors: ΠΛΗΡΩΣΙΣ ΘΕΣΕΩΝ ΒΟΗΘΩΝ ΙΑΤΡΩΝ [964,1110,1153,1140]
ad-olympiaki [1176,1364,1490,1454]
ad-encyclopedia-header [7,1334,419,1434]
headline-exams: ΠΤΥΧΙΑΚΑΙ ΕΞΕΤΑΣΕΙΣ ΤΟΥ ΤΜΗΜΑΤΟΣ Ο.Π.Ε. [438,198,930,288]
destination-item: 1. ΙΣΠΑΝΙΑ [957,1556,1021,1571]
ad-avgerinidi-name: ΑΥΓΕΡΙΝΙΔΗ [997,1532,1120,1556]
notice-item: ΜΙΣΘΩΣΙΣ ΑΚΙΝΗΤΟΥ. Ο οργανισμός προκηρύσσει δημόσιον διαγωνισμόν δια την μίσθωσιν ακινήτου καταλλήλου προς στέγασιν των υπηρεσιών του. [1339,266,1490,340]
story-churches-text: ΑΘΗΝΑΙ, 22.— Δι' αποφάσεως του υπουργού Παιδείας συνεστήθησαν εις διαφόρους περιοχάς της χώρας ερανικαί επιτροπαί δια την ανέγερσιν ιερών ναών. [950,835,1167,886]
sa-product-item: •ΠΛΑΚΑΚΙΑ [687,1961,736,1972]
doctor-entry [1176,476,1329,535]
doctor-name: Δρ. ΔΙΟΝΥΣΙΟΣ Α. ΚΑΡΑΜΠΑΛΙΔΗΣ [1338,755,1433,778]
